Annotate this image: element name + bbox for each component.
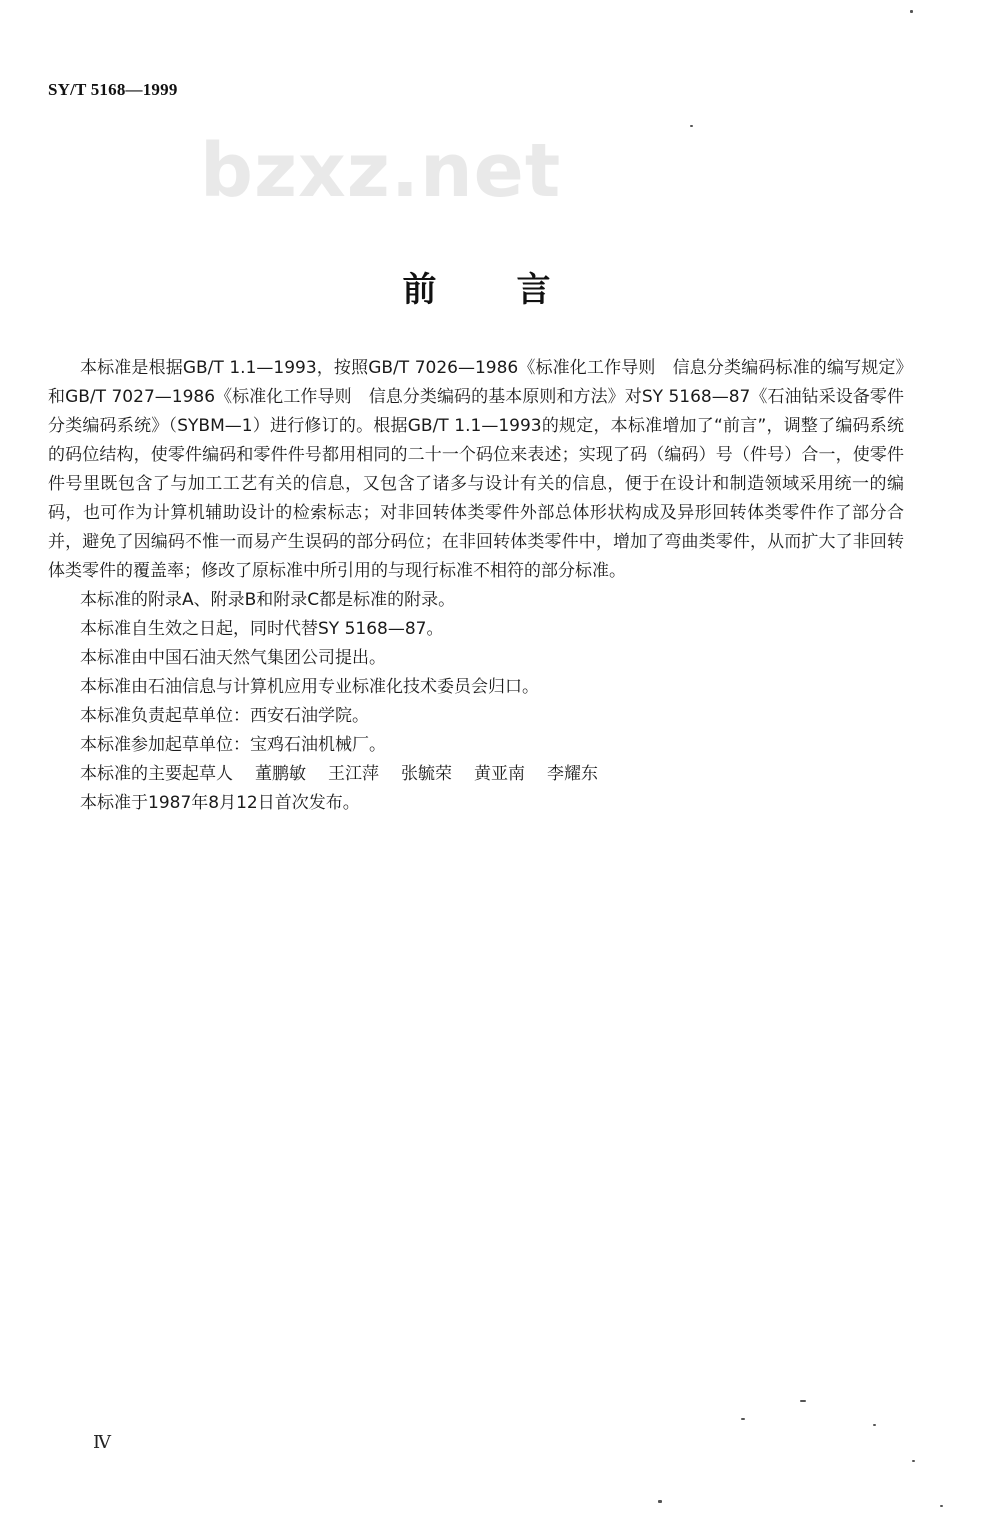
paragraph-appendix: 本标准的附录A、附录B和附录C都是标准的附录。 [80,590,456,610]
drafter-name: 黄亚南 [474,764,525,784]
drafters-label: 本标准的主要起草人 [80,764,233,784]
drafter-name: 张毓荣 [401,764,452,784]
paragraph-drafting-unit: 本标准负责起草单位：西安石油学院。 [80,706,369,726]
watermark: bzxz.net [200,128,562,214]
paragraph-committee: 本标准由石油信息与计算机应用专业标准化技术委员会归口。 [80,677,539,697]
page-number: Ⅳ [93,1432,111,1452]
drafter-name: 王江萍 [328,764,379,784]
paragraph-replaces: 本标准自生效之日起，同时代替SY 5168—87。 [80,619,444,639]
paragraph-drafters [48,760,904,789]
drafter-name: 董鹏敏 [255,764,306,784]
foreword-body [48,354,904,818]
paragraph-main: 本标准是根据GB/T 1.1—1993，按照GB/T 7026—1986《标准化工作导则 信息分类编码标准的编写规定》和GB/T 7027—1986《标准化工作导则 信息分类编码的基本原则和方法》对SY 5168—87《石油钻采设备零件分类编码系统》（SYBM—1）进行修订的。根据GB/T 1.1—1993的规定，本标准增加了“前言”，调整了编码系统的码位结构，使零件编码和零件件号都用相同的二十一个码位来表述；实现了码（编码）号（件号）合一，使零件件号里既包含了与加工工艺有关的信息，又包含了诸多与设计有关的信息，便于在设计和制造领域采用统一的编码，也可作为计算机辅助设计的检索标志；对非回转体类零件外部总体形状构成及异形回转体类零件作了部分合并，避免了因编码不惟一而易产生误码的部分码位；在非回转体类零件中，增加了弯曲类零件，从而扩大了非回转体类零件的覆盖率；修改了原标准中所引用的与现行标准不相符的部分标准。 [48,358,904,581]
drafter-name: 李耀东 [547,764,598,784]
paragraph-participating-unit: 本标准参加起草单位：宝鸡石油机械厂。 [80,735,386,755]
paragraph-proposer: 本标准由中国石油天然气集团公司提出。 [80,648,386,668]
standard-number: SY/T 5168—1999 [48,80,178,99]
page-title: 前言 [402,270,631,310]
paragraph-first-issue: 本标准于1987年8月12日首次发布。 [80,793,360,813]
